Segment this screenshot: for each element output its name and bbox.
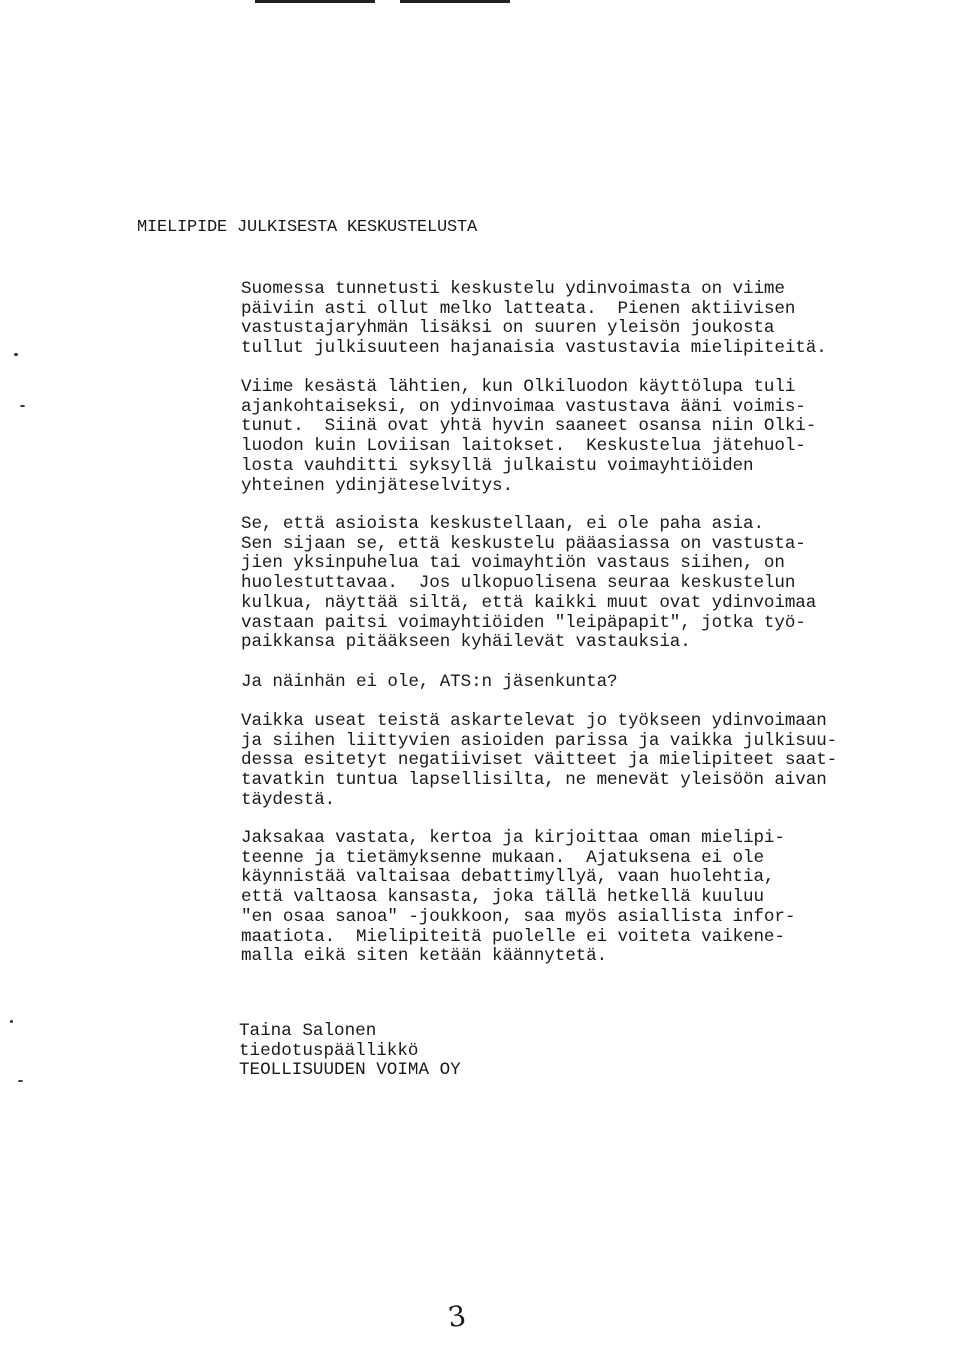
scan-speck: [14, 353, 18, 356]
paragraph-line: kulkua, näyttää siltä, että kaikki muut ovat ydinvoimaa: [241, 592, 817, 613]
paragraph-line: että valtaosa kansasta, joka tällä hetkellä kuuluu: [241, 887, 764, 908]
paragraph-line: huolestuttavaa. Jos ulkopuolisena seuraa keskustelun: [241, 573, 796, 594]
paragraph-line: dessa esitetyt negatiiviset väitteet ja mielipiteet saat-: [241, 750, 838, 771]
paragraph-line: yhteinen ydinjäteselvitys.: [241, 475, 513, 496]
paragraph-line: käynnistää valtaisaa debattimyllyä, vaan huolehtia,: [241, 867, 775, 888]
paragraph-line: päiviin asti ollut melko latteata. Pienen aktiivisen: [241, 298, 796, 319]
signature-company: TEOLLISUUDEN VOIMA OY: [239, 1060, 461, 1081]
paragraph-line: losta vauhditti syksyllä julkaistu voimayhtiöiden: [241, 455, 754, 476]
paragraph-line: täydestä.: [241, 789, 336, 810]
paragraph-line: vastaan paitsi voimayhtiöiden "leipäpapit", jotka työ-: [241, 612, 806, 633]
paragraph-line: Suomessa tunnetusti keskustelu ydinvoimasta on viime: [241, 279, 785, 299]
paragraph-line: paikkansa pitääkseen kyhäilevät vastauksia.: [241, 632, 691, 653]
paragraph-line: Viime kesästä lähtien, kun Olkiluodon käyttölupa tuli: [241, 377, 796, 397]
paragraph-1: [241, 280, 911, 359]
paragraph-line: "en osaa sanoa" -joukkoon, saa myös asiallista infor-: [241, 906, 796, 927]
scan-edge-mark: [400, 0, 510, 3]
paragraph-line: Jaksakaa vastata, kertoa ja kirjoittaa oman mielipi-: [241, 828, 785, 848]
signature-block: [239, 1022, 461, 1081]
paragraph-2: [241, 378, 911, 496]
paragraph-4: [241, 673, 911, 693]
paragraph-line: Sen sijaan se, että keskustelu pääasiassa on vastusta-: [241, 533, 806, 554]
paragraph-line: tunut. Siinä ovat yhtä hyvin saaneet osansa niin Olki-: [241, 416, 817, 437]
paragraph-6: [241, 829, 911, 967]
scan-speck: [20, 405, 25, 407]
paragraph-3: [241, 515, 911, 653]
scan-speck: [18, 1080, 23, 1082]
paragraph-line: jien yksinpuhelua tai voimayhtiön vastaus siihen, on: [241, 553, 785, 574]
scan-edge-mark: [255, 0, 375, 3]
paragraph-line: tavatkin tuntua lapsellisilta, ne menevät yleisöön aivan: [241, 770, 827, 791]
scan-speck: [10, 1020, 13, 1023]
paragraph-line: vastustajaryhmän lisäksi on suuren yleisön joukosta: [241, 318, 775, 339]
paragraph-line: tullut julkisuuteen hajanaisia vastustavia mielipiteitä.: [241, 338, 827, 359]
paragraph-line: luodon kuin Loviisan laitokset. Keskustelua jätehuol-: [241, 436, 806, 457]
paragraph-line: maatiota. Mielipiteitä puolelle ei voiteta vaikene-: [241, 926, 785, 947]
paragraph-line: ajankohtaiseksi, on ydinvoimaa vastustava ääni voimis-: [241, 396, 806, 417]
page-number: 3: [445, 1298, 469, 1335]
paragraph-5: [241, 712, 911, 811]
paragraph-line: ja siihen liittyvien asioiden parissa ja vaikka julkisuu-: [241, 730, 838, 751]
signature-name: Taina Salonen: [239, 1021, 377, 1041]
signature-role: tiedotuspäällikkö: [239, 1040, 419, 1061]
paragraph-line: Vaikka useat teistä askartelevat jo työkseen ydinvoimaan: [241, 711, 827, 731]
paragraph-line: teenne ja tietämyksenne mukaan. Ajatuksena ei ole: [241, 847, 764, 868]
paragraph-line: malla eikä siten ketään käännytetä.: [241, 946, 608, 967]
paragraph-line: Ja näinhän ei ole, ATS:n jäsenkunta?: [241, 672, 618, 692]
document-title: MIELIPIDE JULKISESTA KESKUSTELUSTA: [137, 218, 478, 237]
paragraph-line: Se, että asioista keskustellaan, ei ole paha asia.: [241, 514, 764, 534]
